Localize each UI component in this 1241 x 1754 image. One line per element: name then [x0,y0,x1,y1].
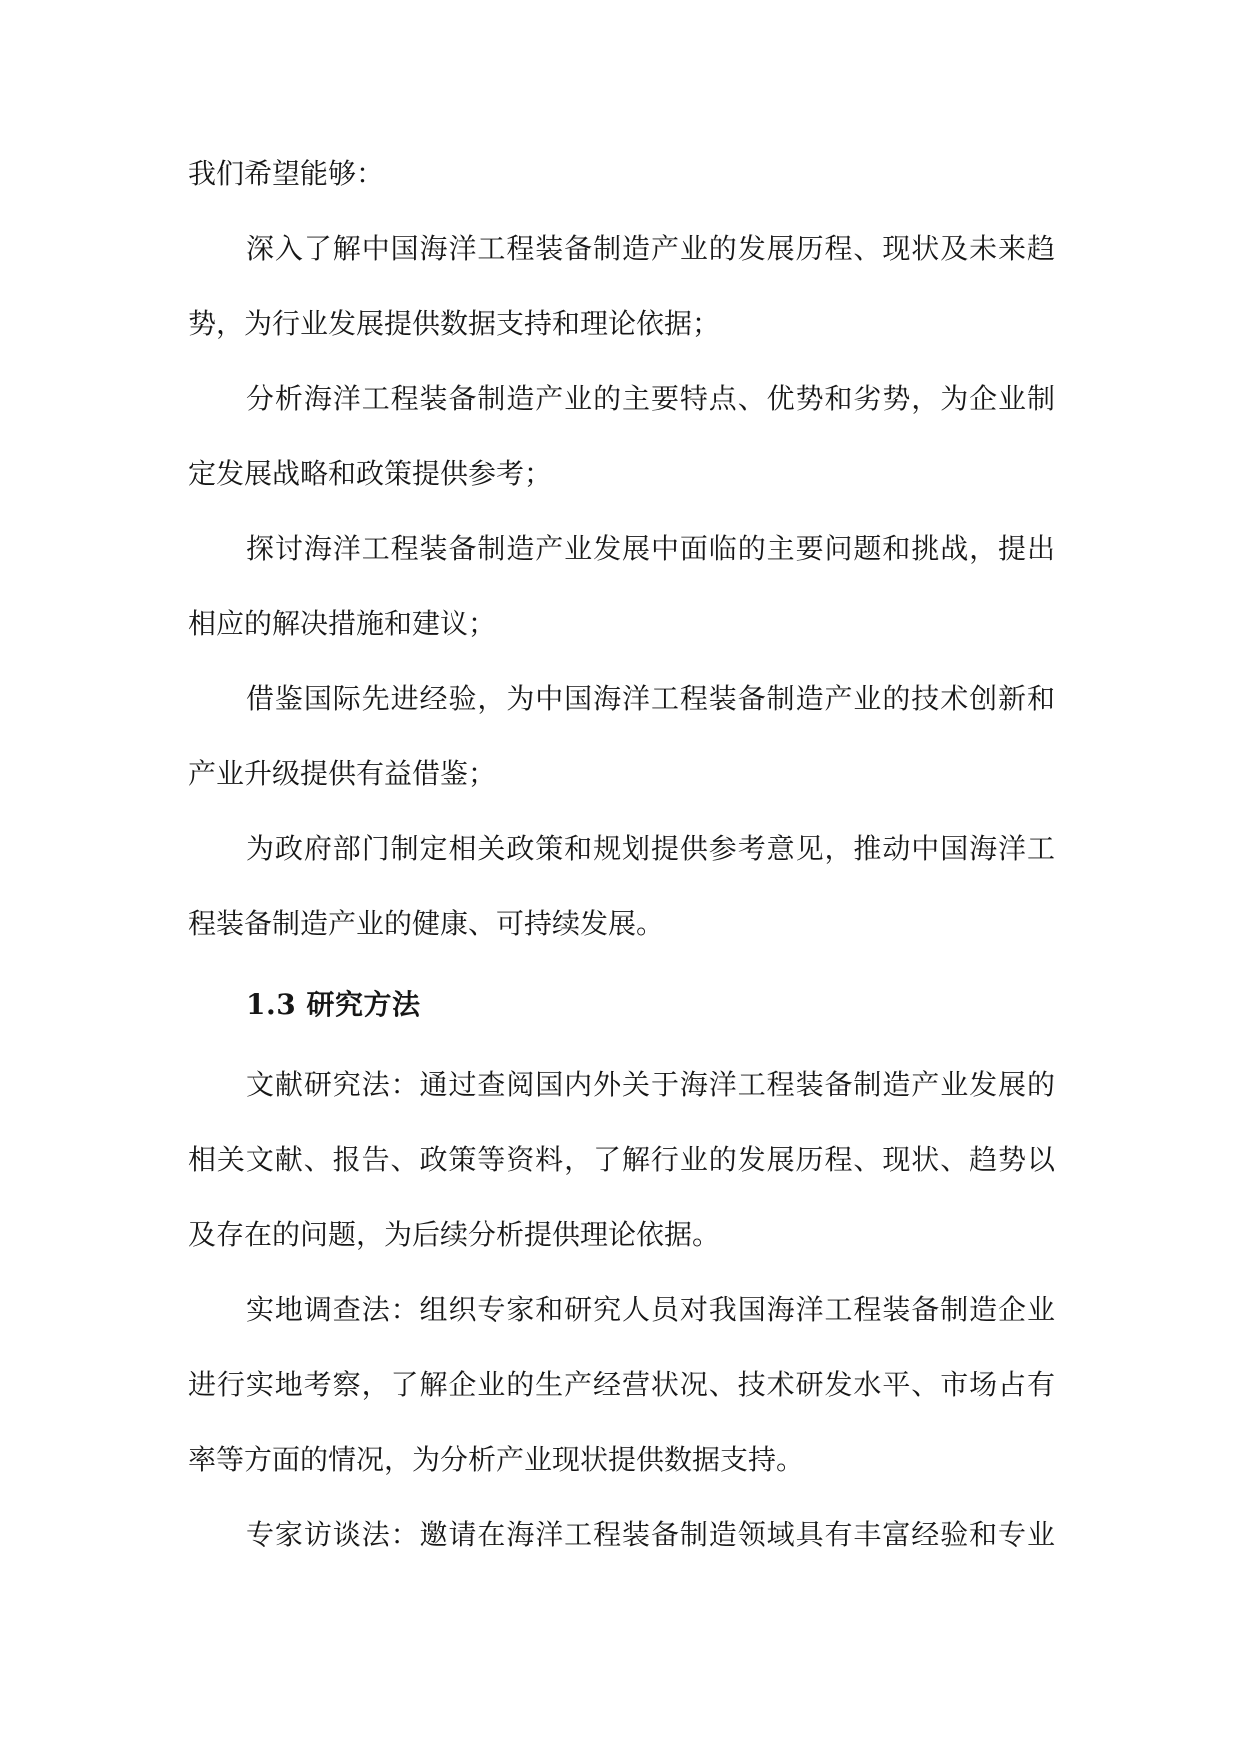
text-line: 程装备制造产业的健康、可持续发展。 [188,907,665,940]
goal-paragraph-4 [188,661,1055,811]
text-line: 为政府部门制定相关政策和规划提供参考意见，推动中国海洋工 [246,832,1055,865]
text-line: 率等方面的情况，为分析产业现状提供数据支持。 [188,1443,805,1476]
text-line: 专家访谈法：邀请在海洋工程装备制造领域具有丰富经验和专业 [246,1518,1055,1551]
goal-paragraph-2 [188,361,1055,511]
text-line: 及存在的问题，为后续分析提供理论依据。 [188,1218,721,1251]
document-body [188,136,1055,1572]
text-line: 相应的解决措施和建议； [188,607,497,640]
text-line: 借鉴国际先进经验，为中国海洋工程装备制造产业的技术创新和 [246,682,1055,715]
text-line: 探讨海洋工程装备制造产业发展中面临的主要问题和挑战，提出 [246,532,1055,565]
goal-paragraph-3 [188,511,1055,661]
goal-paragraph-5 [188,811,1055,961]
text-line: 产业升级提供有益借鉴； [188,757,497,790]
method-paragraph-literature [188,1047,1055,1272]
intro-paragraph [188,136,1055,211]
text-line: 实地调查法：组织专家和研究人员对我国海洋工程装备制造企业 [246,1293,1055,1326]
text-line: 相关文献、报告、政策等资料，了解行业的发展历程、现状、趋势以 [188,1143,1055,1176]
text-line: 文献研究法：通过查阅国内外关于海洋工程装备制造产业发展的 [246,1068,1055,1101]
method-paragraph-fieldwork [188,1272,1055,1497]
text-line: 进行实地考察，了解企业的生产经营状况、技术研发水平、市场占有 [188,1368,1055,1401]
goal-paragraph-1 [188,211,1055,361]
text-line: 定发展战略和政策提供参考； [188,457,553,490]
text-line: 深入了解中国海洋工程装备制造产业的发展历程、现状及未来趋 [246,232,1055,265]
text-line: 我们希望能够： [188,157,385,190]
text-line: 分析海洋工程装备制造产业的主要特点、优势和劣势，为企业制 [246,382,1055,415]
method-paragraph-interview [188,1497,1055,1572]
section-heading: 1.3 研究方法 [246,988,421,1021]
text-line: 势，为行业发展提供数据支持和理论依据； [188,307,721,340]
